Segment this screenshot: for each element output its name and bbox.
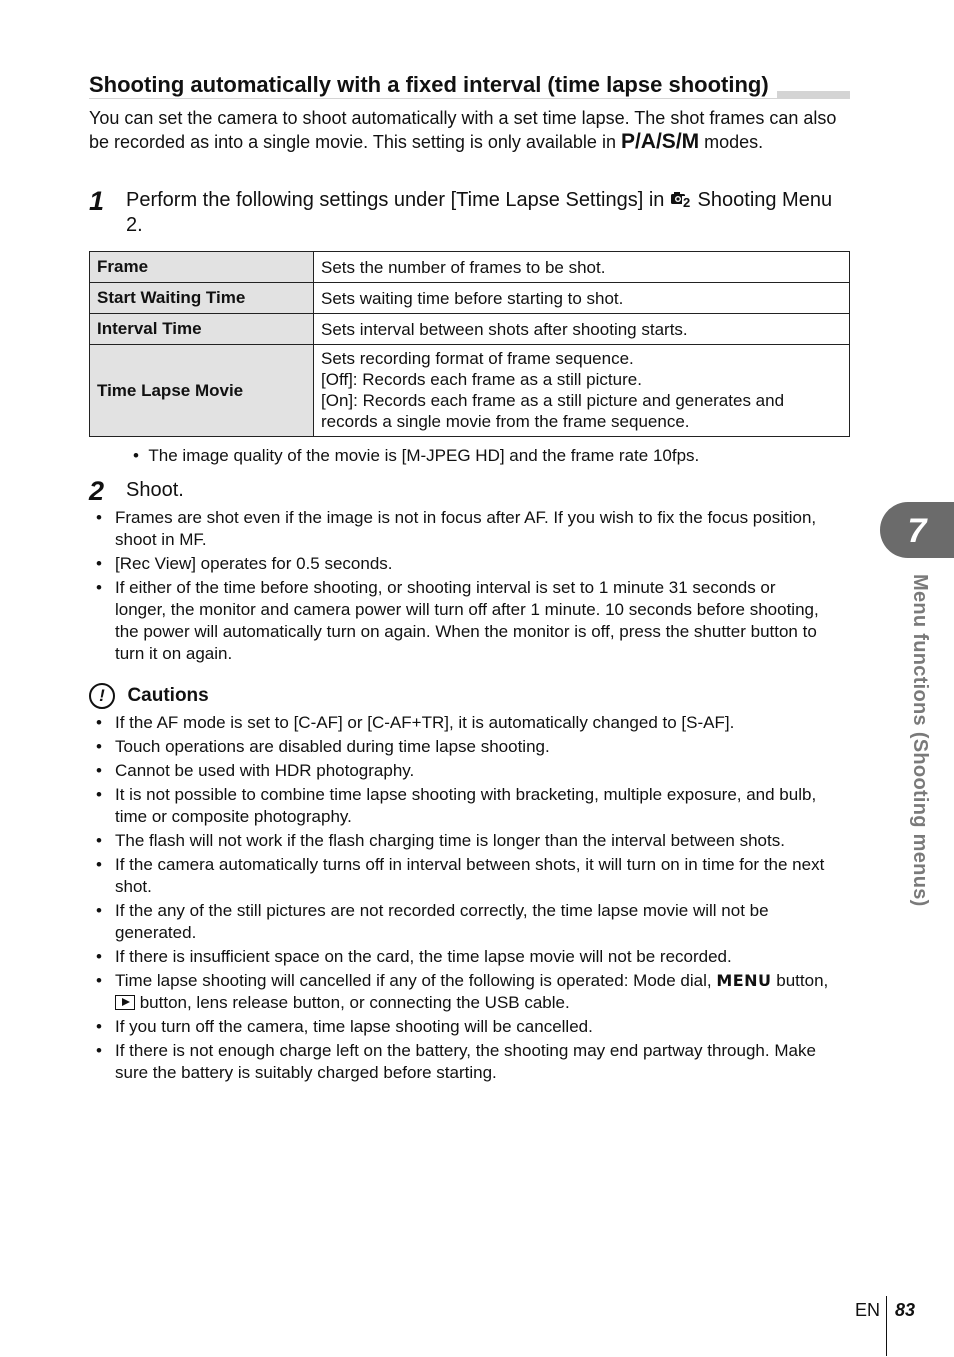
list-item: • If there is not enough charge left on the battery, the shooting may end partway through. Make sure the battery is suitably charged before starting.: [89, 1040, 849, 1084]
table-key-cell: Start Waiting Time: [90, 283, 314, 314]
table-key-cell: Time Lapse Movie: [90, 345, 314, 437]
bullet-glyph: •: [133, 446, 139, 465]
table-value-line: Sets recording format of frame sequence.: [321, 349, 634, 368]
table-row: [90, 345, 850, 437]
exposure-modes-label: P/A/S/M: [620, 130, 700, 153]
step-1-text: [126, 188, 841, 238]
list-item: • If the any of the still pictures are not recorded correctly, the time lapse movie will not be generated.: [89, 900, 849, 944]
table-value-cell: Sets waiting time before starting to shot.: [314, 283, 850, 314]
step-2-text: Shoot.: [126, 479, 184, 501]
footer-divider: [886, 1296, 887, 1356]
table-row: [90, 283, 850, 314]
chapter-number: 7: [907, 512, 927, 550]
table-value-line: [On]: Records each frame as a still picture and generates and records a single movie from the frame sequence.: [321, 391, 785, 431]
step-2-bullet-list: [89, 507, 824, 667]
table-row: [90, 314, 850, 345]
footer-language: EN: [855, 1300, 881, 1320]
step-1-text-after: Shooting Menu 2.: [126, 189, 833, 236]
cautions-bullet-list: [89, 712, 849, 1086]
list-item: • Cannot be used with HDR photography.: [89, 760, 849, 782]
menu-button-label: MENU: [716, 971, 772, 990]
step-1-number: 1: [89, 186, 105, 216]
table-row: [90, 252, 850, 283]
list-item: • The flash will not work if the flash charging time is longer than the interval between shots.: [89, 830, 849, 852]
cautions-header: [89, 683, 209, 709]
table-key-cell: Interval Time: [90, 314, 314, 345]
chapter-title: Menu functions (Shooting menus): [909, 574, 931, 907]
intro-text-after: modes.: [699, 132, 764, 152]
table-key-cell: Frame: [90, 252, 314, 283]
table-value-cell: [314, 345, 850, 437]
list-item: • If there is insufficient space on the card, the time lapse movie will not be recorded.: [89, 946, 849, 968]
table-note-text: The image quality of the movie is [M-JPEG HD] and the frame rate 10fps.: [148, 446, 700, 465]
menu-bullet-before: Time lapse shooting will cancelled if any of the following is operated: Mode dial,: [115, 971, 717, 990]
table-value-cell: Sets interval between shots after shooting starts.: [314, 314, 850, 345]
time-lapse-settings-table: [89, 251, 850, 437]
menu-bullet-middle: button,: [771, 971, 829, 990]
list-item: • If either of the time before shooting, or shooting interval is set to 1 minute 31 seconds or longer, the monitor and camera power will turn off after 1 minute. 10 seconds before shooting, the power will automatically turn on again. When the monitor is off, press the shutter button to turn it on again.: [89, 577, 824, 665]
table-value-cell: Sets the number of frames to be shot.: [314, 252, 850, 283]
section-heading: Shooting automatically with a fixed interval (time lapse shooting): [89, 72, 777, 98]
intro-paragraph: [89, 106, 849, 154]
step-2-number: 2: [89, 476, 105, 506]
list-item: • If the AF mode is set to [C-AF] or [C-AF+TR], it is automatically changed to [S-AF].: [89, 712, 849, 734]
table-note: [133, 445, 833, 467]
shooting-menu-subscript: 2: [682, 195, 691, 210]
list-item: • [Rec View] operates for 0.5 seconds.: [89, 553, 824, 575]
step-1-text-before: Perform the following settings under [Time Lapse Settings] in: [126, 189, 670, 211]
list-item: • If the camera automatically turns off in interval between shots, it will turn on in time for the next shot.: [89, 854, 849, 898]
table-value-line: [Off]: Records each frame as a still picture.: [321, 370, 642, 389]
page-number: 83: [895, 1300, 916, 1320]
camera-shooting-menu-2-icon: [670, 189, 692, 209]
menu-bullet-after: button, lens release button, or connecting the USB cable.: [135, 993, 570, 1012]
list-item: • It is not possible to combine time lapse shooting with bracketing, multiple exposure, and bulb, time or composite photography.: [89, 784, 849, 828]
cautions-title: Cautions: [127, 685, 209, 706]
list-item: [89, 970, 849, 1014]
list-item: • If you turn off the camera, time lapse shooting will be cancelled.: [89, 1016, 849, 1038]
intro-text-before: You can set the camera to shoot automatically with a set time lapse. The shot frames can also be recorded as into a single movie. This setting is only available in: [89, 108, 837, 152]
list-item: • Touch operations are disabled during time lapse shooting.: [89, 736, 849, 758]
list-item: • Frames are shot even if the image is not in focus after AF. If you wish to fix the focus position, shoot in MF.: [89, 507, 824, 551]
caution-icon: !: [89, 683, 115, 709]
playback-button-icon: [115, 995, 135, 1010]
